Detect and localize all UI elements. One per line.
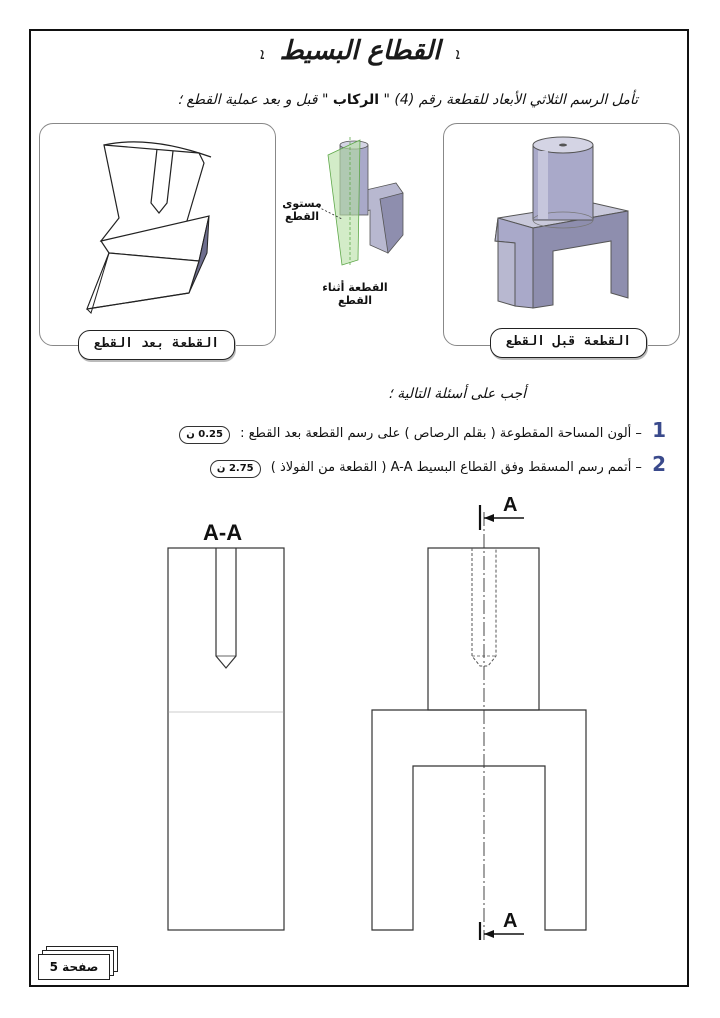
question-2-text: – أتمم رسم المسقط وفق القطاع البسيط A-A ( القطعة من الفولاذ ) — [270, 460, 642, 475]
intro-piece-name: الركاب — [332, 92, 380, 108]
before-cut-label: القطعة قبل القطع — [490, 328, 647, 358]
ornament-left: ܐ — [259, 44, 265, 63]
page-number: صفحة 5 — [38, 954, 110, 980]
intro-prefix: تأمل الرسم الثلاثي الأبعاد للقطعة رقم (4) " — [383, 92, 638, 108]
section-view-label: A-A — [203, 520, 243, 545]
cut-arrow-label-top: A — [503, 494, 518, 516]
question-1-points: 0.25 ن — [179, 426, 230, 444]
after-cut-label: القطعة بعد القطع — [78, 330, 235, 360]
questions-heading: أجب على أسئلة التالية ؛ — [388, 386, 526, 402]
page-title: القطاع البسيط — [279, 36, 441, 66]
plane-label-line1: مستوى — [282, 197, 322, 210]
question-2-number: 2 — [652, 452, 666, 476]
cut-arrow-label-bottom: A — [503, 910, 518, 932]
question-1-number: 1 — [652, 418, 666, 442]
ornament-right: ܐ — [455, 44, 460, 63]
question-2-points: 2.75 ن — [210, 460, 261, 478]
plane-label-line2: القطع — [284, 210, 320, 223]
question-1-text: – ألون المساحة المقطوعة ( بقلم الرصاص ) على رسم القطعة بعد القطع : — [240, 426, 642, 441]
during-cut-label: القطعة أثناء القطع — [322, 281, 388, 307]
intro-suffix: " قبل و بعد عملية القطع ؛ — [177, 92, 329, 108]
